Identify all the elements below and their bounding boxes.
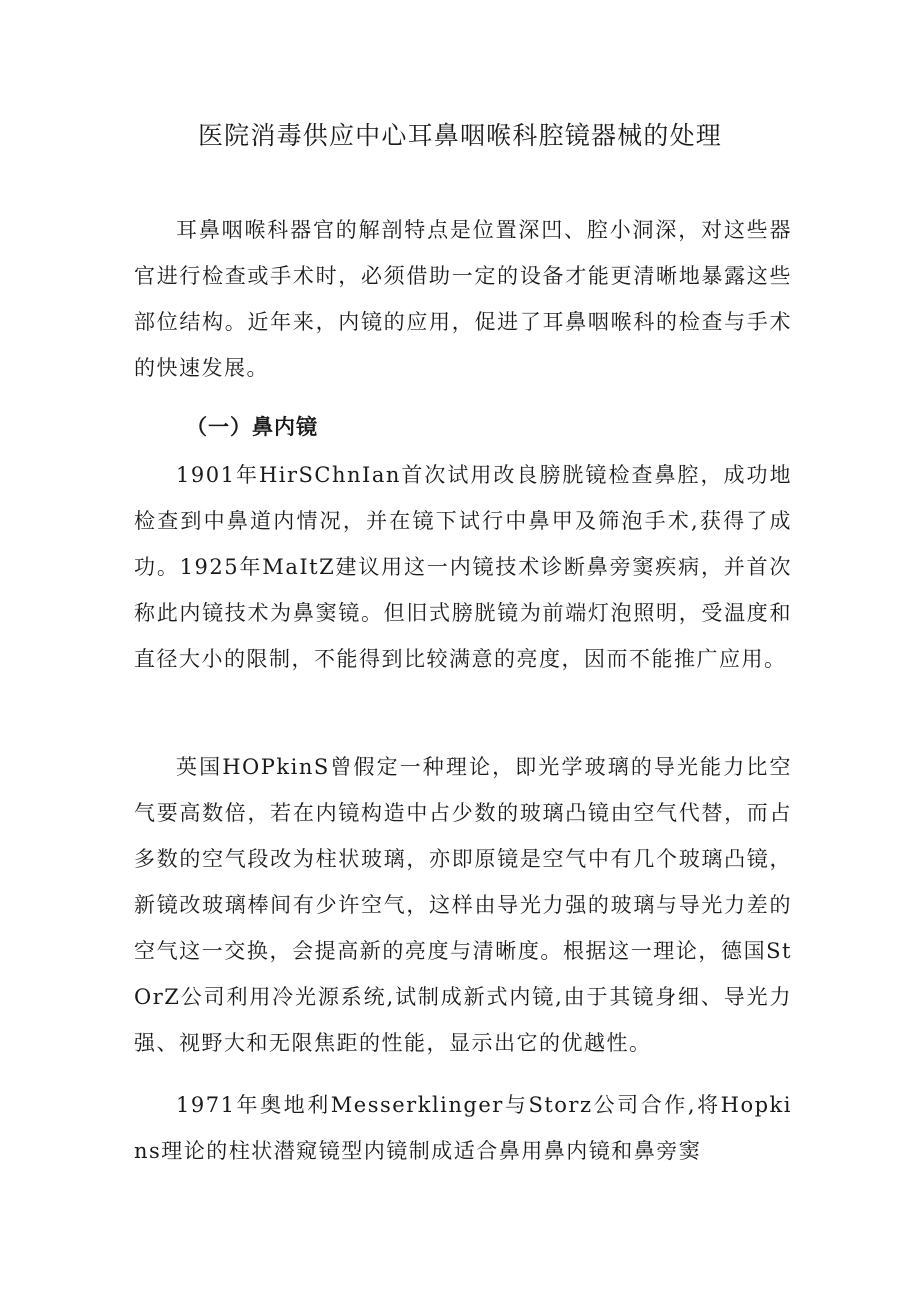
section-heading-nasal-endoscope: （一）鼻内镜 <box>186 414 318 439</box>
paragraph-history-1901: 1901年HirSChnIan首次试用改良膀胱镜检查鼻腔，成功地检查到中鼻道内情况，并在镜下试行中鼻甲及筛泡手术,获得了成功。1925年MaItZ建议用这一内镜技术诊断鼻旁窦疾病，并首次称此内镜技术为鼻窦镜。但旧式膀胱镜为前端灯泡照明，受温度和直径大小的限制，不能得到比较满意的亮度，因而不能推广应用。 <box>134 463 792 671</box>
paragraph-history-1971: 1971年奥地利Messerklinger与Storz公司合作,将Hopkins理论的柱状潜窥镜型内镜制成适合鼻用鼻内镜和鼻旁窦 <box>134 1093 792 1163</box>
paragraph-hopkins-theory: 英国HOPkinS曾假定一种理论，即光学玻璃的导光能力比空气要高数倍，若在内镜构造中占少数的玻璃凸镜由空气代替，而占多数的空气段改为柱状玻璃，亦即原镜是空气中有几个玻璃凸镜，新镜改玻璃棒间有少许空气，这样由导光力强的玻璃与导光力差的空气这一交换，会提高新的亮度与清晰度。根据这一理论，德国StOrZ公司利用冷光源系统,试制成新式内镜,由于其镜身细、导光力强、视野大和无限焦距的性能，显示出它的优越性。 <box>134 755 792 1055</box>
document-title: 医院消毒供应中心耳鼻咽喉科腔镜器械的处理 <box>197 121 722 150</box>
paragraph-intro: 耳鼻咽喉科器官的解剖特点是位置深凹、腔小洞深，对这些器官进行检查或手术时，必须借助一定的设备才能更清晰地暴露这些部位结构。近年来，内镜的应用，促进了耳鼻咽喉科的检查与手术的快速发展。 <box>134 218 792 380</box>
